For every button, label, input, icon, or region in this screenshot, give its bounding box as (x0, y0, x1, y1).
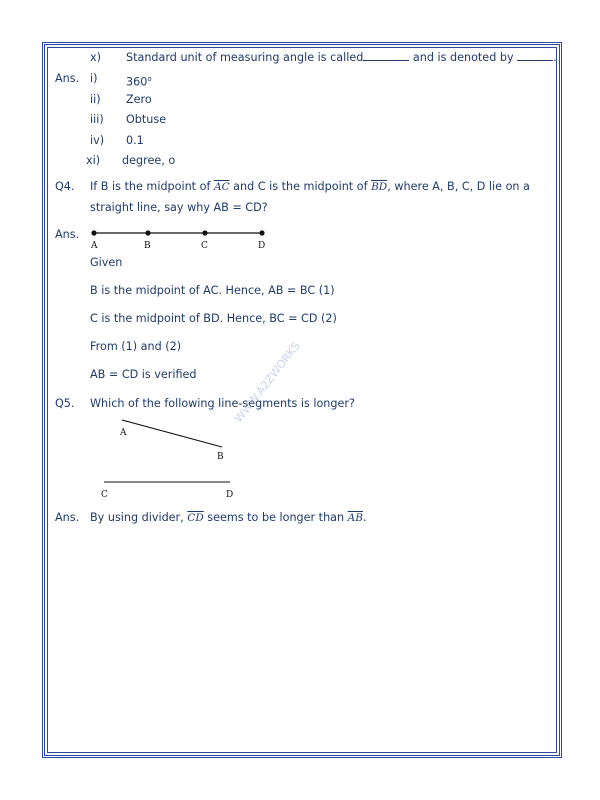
q4-label-a: A (91, 241, 98, 251)
item-x-text-b: and is denoted by (412, 51, 514, 64)
answer-1-number: i) (90, 72, 98, 85)
item-x-end: . (553, 51, 557, 64)
q5-answer-end: . (362, 511, 367, 524)
q5-label-a: A (120, 428, 127, 438)
q5-label: Q5. (55, 397, 75, 410)
answer-2-text: Zero (126, 93, 152, 106)
answer-2-number: ii) (90, 93, 101, 106)
q4-point-d (259, 230, 264, 235)
q4-point-c (202, 230, 207, 235)
q4-step-5: AB = CD is verified (90, 368, 197, 381)
answer-3-text: Obtuse (126, 113, 167, 126)
q4-label: Q4. (55, 180, 75, 193)
item-x-number: x) (90, 51, 101, 64)
q5-answer (90, 511, 367, 525)
q4-line-diagram (90, 230, 265, 251)
q4-label-d: D (258, 241, 266, 251)
q5-label-c: C (101, 490, 108, 500)
q5-answer-label: Ans. (55, 511, 80, 524)
answer-4-text: 0.1 (126, 134, 144, 147)
q4-line-2: straight line, say why AB = CD? (90, 201, 268, 214)
q5-answer-text-a: By using divider, (90, 511, 184, 524)
q4-segment-bd: $\overline{BD}$ (371, 181, 388, 193)
q4-point-a (91, 230, 96, 235)
q5-question: Which of the following line-segments is longer? (90, 397, 355, 410)
q5-segment-diagram (101, 420, 233, 500)
q4-text-c: , where A, B, C, D lie on a (387, 180, 530, 193)
answer-5-number: xi) (86, 154, 101, 167)
answers-label: Ans. (55, 72, 80, 85)
degree-sup: o (147, 75, 152, 83)
q4-label-b: B (144, 241, 151, 251)
q5-label-b: B (217, 452, 224, 462)
q4-point-b (145, 230, 150, 235)
q5-answer-text-b: seems to be longer than (207, 511, 345, 524)
answer-5-text: degree, o (122, 154, 176, 167)
q4-step-1: Given (90, 256, 123, 269)
q4-text-a: If B is the midpoint of (90, 180, 211, 193)
item-x-text-a: Standard unit of measuring angle is called (126, 51, 364, 64)
q5-segment-ab (122, 420, 222, 447)
q5-answer-segment-ab: $\overline{AB}$ (347, 512, 363, 524)
q4-text-b: and C is the midpoint of (233, 180, 368, 193)
answer-1-value: 360 (126, 75, 148, 89)
q4-step-4: From (1) and (2) (90, 340, 182, 353)
watermark: WWW.A2ZWORKS (232, 339, 303, 426)
q4-step-2: B is the midpoint of AC. Hence, AB = BC (1) (90, 284, 335, 297)
q4-label-c: C (201, 241, 208, 251)
q4-step-3: C is the midpoint of BD. Hence, BC = CD (2) (90, 312, 337, 325)
q4-answer-label: Ans. (55, 228, 80, 241)
answer-3-number: iii) (90, 113, 104, 126)
q5-label-d: D (226, 490, 234, 500)
q5-answer-segment-cd: $\overline{CD}$ (187, 512, 204, 524)
answer-4-number: iv) (90, 134, 105, 147)
q4-segment-ac: $\overline{AC}$ (213, 181, 230, 193)
